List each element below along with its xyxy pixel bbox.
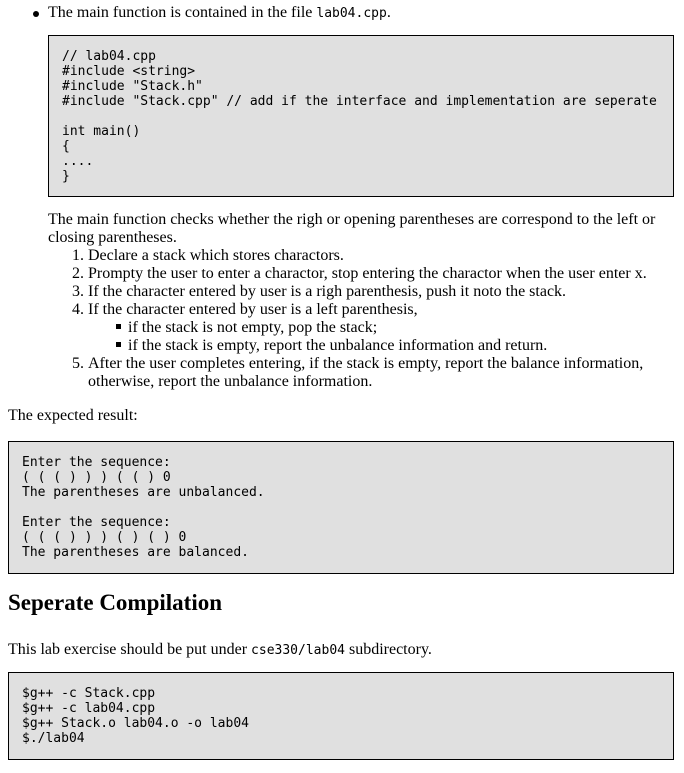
step-number: 4. xyxy=(72,301,84,318)
description-line-1: The main function checks whether the righ or opening parentheses are correspond to the left or xyxy=(48,211,656,228)
subdir-path: cse330/lab04 xyxy=(251,643,345,658)
code-line: #include "Stack.h" xyxy=(62,79,203,94)
intro-pre: The main function is contained in the file xyxy=(48,4,317,21)
step-text-continued: otherwise, report the unbalance information. xyxy=(88,373,373,390)
step-text: Declare a stack which stores charactors. xyxy=(88,247,344,264)
sublist-bullet xyxy=(116,324,121,329)
code-line: #include "Stack.cpp" // add if the interface and implementation are seperate xyxy=(62,94,657,109)
code-block-compile-commands xyxy=(8,672,674,760)
code-line: The parentheses are balanced. xyxy=(22,545,249,560)
code-line: int main() xyxy=(62,124,141,139)
code-line: ( ( ( ) ) ) ( ) ( ) 0 xyxy=(22,530,187,545)
intro-post: . xyxy=(386,4,391,21)
intro-text xyxy=(48,4,391,23)
step-text: If the character entered by user is a righ parenthesis, push it noto the stack. xyxy=(88,283,567,300)
code-line: Enter the sequence: xyxy=(22,455,171,470)
expected-result-label: The expected result: xyxy=(8,407,138,424)
intro-file: lab04.cpp xyxy=(316,6,387,21)
code-line: } xyxy=(62,169,70,184)
step-number: 5. xyxy=(72,355,84,372)
code-line: // lab04.cpp xyxy=(62,49,156,64)
code-line: #include <string> xyxy=(62,64,196,79)
step-number: 3. xyxy=(72,283,84,300)
code-line: { xyxy=(62,139,70,154)
list-bullet xyxy=(33,11,39,17)
step-number: 1. xyxy=(72,247,84,264)
subdir-post: subdirectory. xyxy=(344,641,432,658)
code-line: .... xyxy=(62,154,94,169)
step-number: 2. xyxy=(72,265,84,282)
code-block-expected-output xyxy=(8,441,674,574)
code-block-main xyxy=(48,35,674,197)
subdir-pre: This lab exercise should be put under xyxy=(8,641,252,658)
code-line: The parentheses are unbalanced. xyxy=(22,485,265,500)
substep-text: if the stack is not empty, pop the stack; xyxy=(128,319,378,336)
code-line: ( ( ( ) ) ) ( ( ) 0 xyxy=(22,470,171,485)
code-line: $g++ -c Stack.cpp xyxy=(22,686,156,701)
subdirectory-text xyxy=(8,641,432,660)
description-line-2: closing parentheses. xyxy=(48,229,177,246)
step-text: Prompty the user to enter a charactor, stop entering the charactor when the user enter x. xyxy=(88,265,647,282)
step-text: After the user completes entering, if the stack is empty, report the balance information, xyxy=(88,355,644,372)
code-line: $g++ -c lab04.cpp xyxy=(22,701,156,716)
code-line: $./lab04 xyxy=(22,731,85,746)
code-line: Enter the sequence: xyxy=(22,515,171,530)
section-heading: Seperate Compilation xyxy=(8,590,223,615)
sublist-bullet xyxy=(116,342,121,347)
substep-text: if the stack is empty, report the unbalance information and return. xyxy=(128,337,548,354)
step-text: If the character entered by user is a left parenthesis, xyxy=(88,301,418,318)
code-line: $g++ Stack.o lab04.o -o lab04 xyxy=(22,716,249,731)
